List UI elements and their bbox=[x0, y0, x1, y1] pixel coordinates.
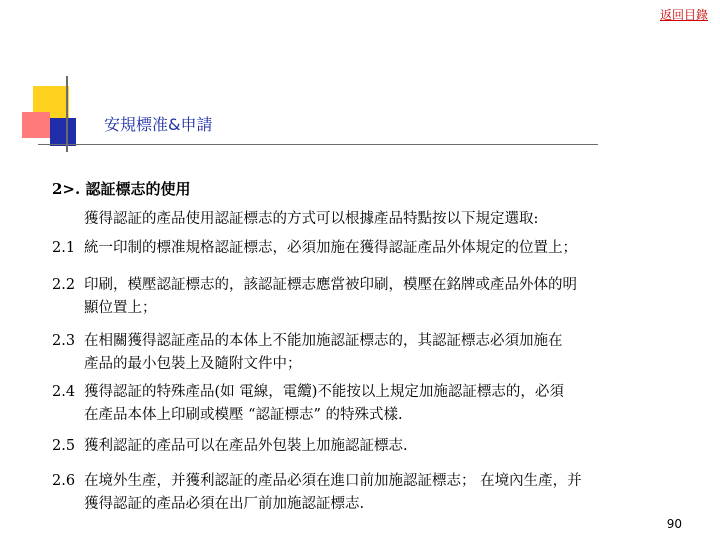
decorative-blue-square bbox=[50, 118, 76, 146]
slide-title: 安規標准&申請 bbox=[104, 115, 213, 134]
item-number: 2.6 bbox=[52, 473, 76, 489]
title-underline bbox=[38, 144, 598, 145]
item-text: 獲得認証的特殊產品(如 電線，電纜)不能按以上規定加施認証標志的，必須 在產品本体上印刷或模壓 “認証標志” 的特殊式樣. bbox=[84, 384, 564, 423]
list-item bbox=[52, 274, 692, 320]
item-text: 獲利認証的產品可以在產品外包裝上加施認証標志. bbox=[84, 438, 408, 454]
list-item bbox=[52, 237, 692, 260]
list-item bbox=[52, 330, 692, 376]
item-text: 在相關獲得認証產品的本体上不能加施認証標志的，其認証標志必須加施在 產品的最小包裝上及隨附文件中； bbox=[84, 333, 563, 372]
page-number: 90 bbox=[666, 517, 682, 531]
item-number: 2.3 bbox=[52, 333, 76, 349]
item-text: 統一印制的標准規格認証標志，必須加施在獲得認証產品外体規定的位置上； bbox=[84, 240, 577, 256]
item-number: 2.4 bbox=[52, 384, 76, 400]
item-number: 2.1 bbox=[52, 240, 76, 256]
item-text: 在境外生產，并獲利認証的產品必須在進口前加施認証標志； 在境內生產，并 獲得認証的產品必須在出厂前加施認証標志. bbox=[84, 473, 582, 512]
decorative-vertical-line bbox=[66, 76, 68, 152]
item-text: 印刷，模壓認証標志的，該認証標志應當被印刷，模壓在銘牌或產品外体的明 顯位置上； bbox=[84, 277, 577, 316]
item-number: 2.2 bbox=[52, 277, 76, 293]
item-number: 2.5 bbox=[52, 438, 76, 454]
decorative-pink-square bbox=[22, 112, 50, 138]
list-item bbox=[52, 381, 692, 427]
back-to-contents-link[interactable]: 返回目錄 bbox=[659, 8, 708, 22]
list-item bbox=[52, 470, 692, 516]
section-heading: 2>. 認証標志的使用 bbox=[52, 180, 191, 198]
section-intro: 獲得認証的產品使用認証標志的方式可以根據產品特點按以下規定選取: bbox=[84, 211, 539, 227]
list-item bbox=[52, 435, 692, 458]
